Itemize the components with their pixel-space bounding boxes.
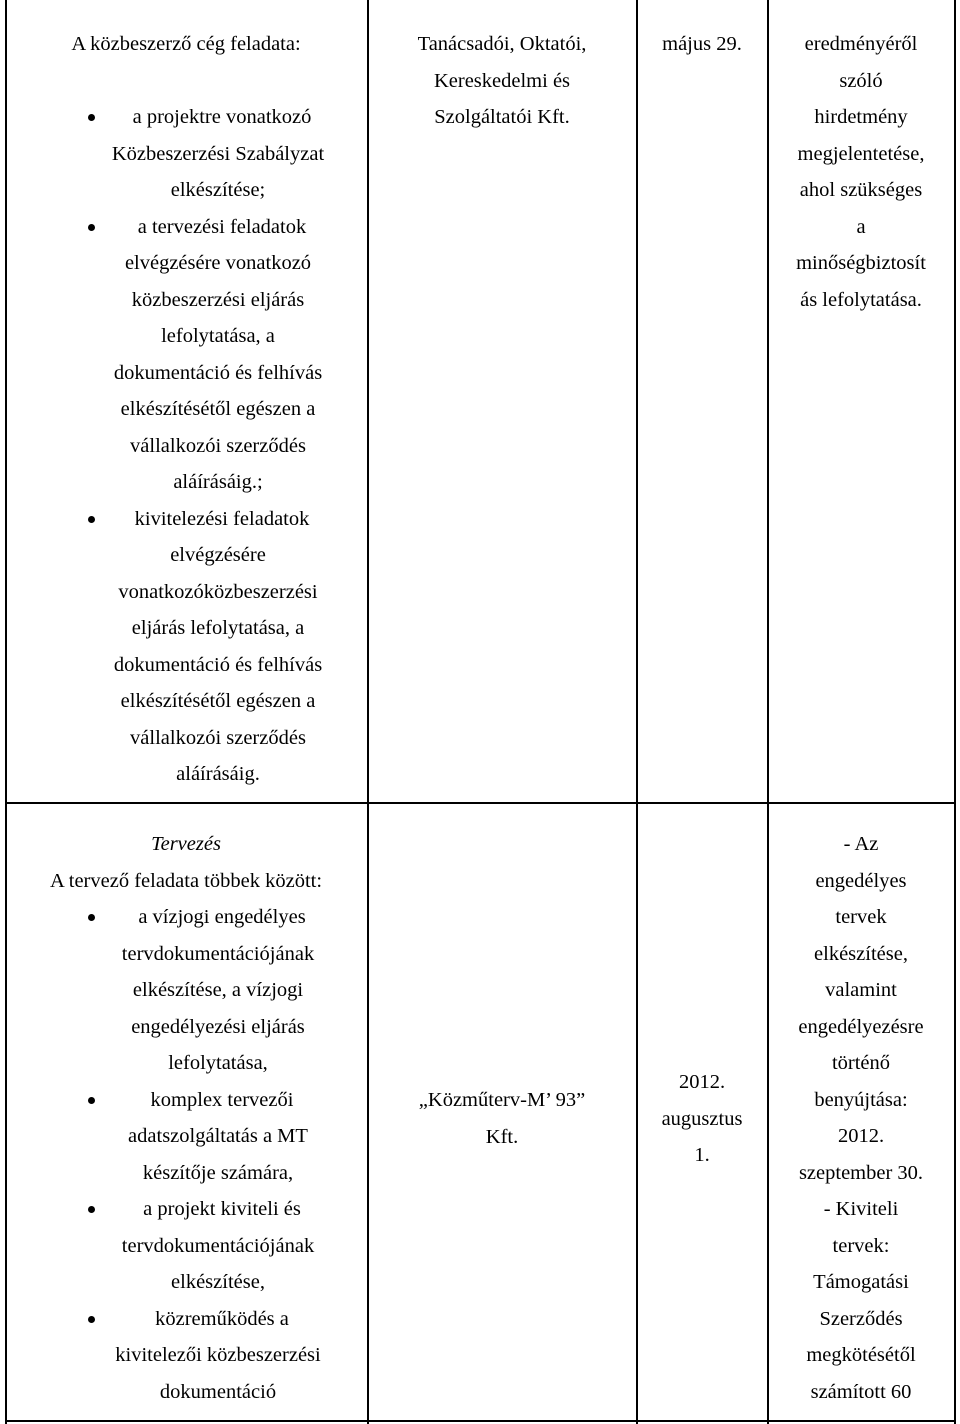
deadline-line: hirdetmény bbox=[814, 106, 908, 128]
bullet-3-line: elkészítésétől egészen a bbox=[120, 690, 316, 712]
company-name-line: Szolgáltatói Kft. bbox=[434, 106, 570, 128]
bullet-3-line: kivitelezési feladatok bbox=[134, 507, 310, 530]
bullet-1-line: Közbeszerzési Szabályzat bbox=[111, 142, 325, 165]
row-divider bbox=[5, 802, 956, 804]
bullet-2-line: elvégzésére vonatkozó bbox=[124, 252, 312, 274]
bullet-4-line: közreműködés a bbox=[155, 1307, 289, 1330]
column-divider-2 bbox=[636, 0, 638, 1424]
deadline-line: tervek: bbox=[832, 1234, 890, 1257]
deadline-line: a bbox=[856, 215, 866, 238]
bullet-icon bbox=[88, 1097, 95, 1104]
bullet-1-line: tervdokumentációjának bbox=[121, 942, 315, 965]
bullet-2-line: készítője számára, bbox=[142, 1161, 294, 1184]
deadline-line: minőségbiztosít bbox=[796, 252, 926, 274]
date-line: 1. bbox=[694, 1144, 710, 1166]
bullet-1-line: elkészítése; bbox=[170, 179, 266, 201]
deadline-line: Szerződés bbox=[819, 1307, 903, 1330]
bullet-2-line: adatszolgáltatás a MT bbox=[128, 1125, 308, 1147]
bullet-icon bbox=[88, 1316, 95, 1323]
bullet-1-line: elkészítése, a vízjogi bbox=[132, 979, 304, 1001]
bullet-4-line: kivitelezői közbeszerzési bbox=[115, 1344, 321, 1366]
deadline-line: elkészítése, bbox=[814, 942, 908, 965]
company-name-line: Kft. bbox=[485, 1125, 519, 1148]
bullet-3-line: tervdokumentációjának bbox=[121, 1234, 315, 1257]
column-divider-1 bbox=[367, 0, 369, 1424]
deadline-line: engedélyezésre bbox=[798, 1015, 924, 1038]
deadline-line: ahol szükséges bbox=[799, 179, 923, 201]
deadline-line: benyújtása: bbox=[814, 1088, 908, 1111]
table-border-left bbox=[5, 0, 7, 1424]
deadline-line: tervek bbox=[835, 906, 887, 928]
deadline-line: megkötésétől bbox=[806, 1344, 916, 1366]
date-line: 2012. bbox=[678, 1071, 726, 1093]
column-divider-3 bbox=[767, 0, 769, 1424]
bullet-2-line: közbeszerzési eljárás bbox=[131, 288, 305, 311]
deadline-line: szóló bbox=[839, 69, 883, 92]
bullet-icon bbox=[88, 114, 95, 121]
deadline-line: számított 60 bbox=[810, 1380, 912, 1403]
date-line: május 29. bbox=[662, 33, 742, 55]
table-border-right bbox=[954, 0, 956, 1424]
bullet-3-line: vállalkozói szerződés bbox=[130, 726, 306, 749]
bullet-3-line: eljárás lefolytatása, a bbox=[131, 617, 305, 639]
task-heading: Tervezés bbox=[151, 833, 221, 855]
bullet-icon bbox=[88, 1206, 95, 1213]
deadline-line: 2012. bbox=[837, 1125, 885, 1147]
company-name-line: Kereskedelmi és bbox=[433, 69, 571, 92]
deadline-line: - Kiviteli bbox=[823, 1198, 899, 1220]
bullet-1-line: a projektre vonatkozó bbox=[132, 106, 312, 128]
bullet-icon bbox=[88, 914, 95, 921]
deadline-line: szeptember 30. bbox=[798, 1161, 924, 1184]
bullet-3-line: a projekt kiviteli és bbox=[143, 1198, 301, 1220]
deadline-line: történő bbox=[831, 1052, 891, 1074]
bullet-3-line: dokumentáció és felhívás bbox=[113, 653, 323, 676]
bullet-3-line: aláírásáig. bbox=[176, 763, 260, 785]
deadline-line: valamint bbox=[825, 979, 897, 1001]
company-name-line: Tanácsadói, Oktatói, bbox=[417, 33, 587, 55]
company-name-line: „Közműterv-M’ 93” bbox=[418, 1089, 586, 1111]
task-intro: A tervező feladata többek között: bbox=[49, 869, 323, 892]
bullet-2-line: dokumentáció és felhívás bbox=[113, 361, 323, 384]
bullet-2-line: elkészítésétől egészen a bbox=[120, 398, 316, 420]
deadline-line: ás lefolytatása. bbox=[800, 288, 922, 311]
bullet-1-line: a vízjogi engedélyes bbox=[138, 906, 306, 928]
bullet-2-line: aláírásáig.; bbox=[173, 471, 263, 493]
bullet-2-line: komplex tervezői bbox=[150, 1088, 294, 1111]
date-line: augusztus bbox=[661, 1107, 743, 1130]
deadline-line: Támogatási bbox=[813, 1271, 909, 1293]
deadline-line: - Az bbox=[843, 833, 879, 855]
deadline-line: megjelentetése, bbox=[797, 142, 925, 165]
bullet-3-line: elvégzésére bbox=[170, 544, 266, 566]
bullet-2-line: lefolytatása, a bbox=[161, 325, 275, 347]
bullet-icon bbox=[88, 516, 95, 523]
bullet-2-line: vállalkozói szerződés bbox=[130, 434, 306, 457]
bullet-icon bbox=[88, 224, 95, 231]
deadline-line: eredményéről bbox=[804, 33, 918, 55]
table-border-bottom bbox=[5, 1420, 956, 1422]
deadline-line: engedélyes bbox=[815, 869, 907, 892]
bullet-3-line: elkészítése, bbox=[171, 1271, 265, 1293]
bullet-2-line: a tervezési feladatok bbox=[137, 215, 307, 238]
bullet-3-line: vonatkozóközbeszerzési bbox=[118, 580, 318, 603]
bullet-4-line: dokumentáció bbox=[159, 1380, 277, 1403]
task-intro: A közbeszerző cég feladata: bbox=[71, 33, 301, 55]
bullet-1-line: engedélyezési eljárás bbox=[131, 1015, 305, 1038]
bullet-1-line: lefolytatása, bbox=[168, 1052, 268, 1074]
